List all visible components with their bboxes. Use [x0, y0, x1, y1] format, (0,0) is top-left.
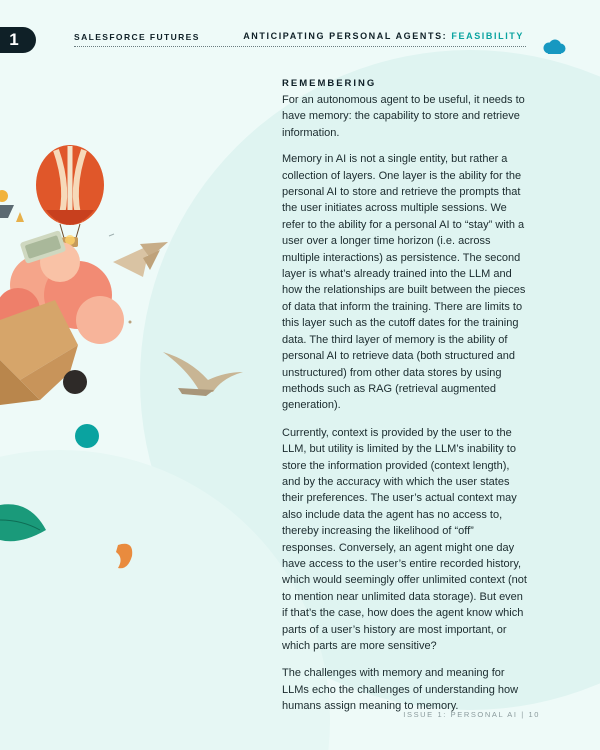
page-number: 1: [9, 30, 19, 49]
page-footer: ISSUE 1: PERSONAL AI | 10: [403, 710, 540, 719]
dark-dot: [63, 370, 87, 394]
section-heading: [243, 31, 524, 41]
publication-name: SALESFORCE FUTURES: [74, 32, 200, 42]
article-paragraph: Memory in AI is not a single entity, but rather a collection of layers. One layer is the ability for the personal AI to store and retrieve the prompts that the user initiates across multiple sessions. We refer to the ability for a personal AI to “stay” with a user over a longer time horizon (i.e. across multiple interactions) as persistence. The second layer is what’s already trained into the LLM and how the relationships are built between the pieces of data that inform the training. There are limits to this layer such as the cutoff dates for the training data. The third layer of memory is the ability of personal AI to retrieve data (both structured and unstructured) from other data stores by using methods such as RAG (retrieval augmented generation).: [282, 153, 526, 412]
section-heading-text: ANTICIPATING PERSONAL AGENTS:: [243, 31, 448, 41]
article-intro: For an autonomous agent to be useful, it needs to have memory: the capability to store and retrieve information.: [282, 94, 525, 139]
article-paragraph: The challenges with memory and meaning for LLMs echo the challenges of understanding how humans assign meaning to memory.: [282, 667, 519, 713]
tiny-dot: [129, 321, 132, 324]
section-heading-accent: FEASIBILITY: [451, 31, 524, 41]
teal-dot: [75, 424, 99, 448]
page-number-tab: [0, 27, 36, 53]
salesforce-cloud-icon: [542, 39, 566, 56]
article-body: [282, 78, 528, 726]
article-paragraph: Currently, context is provided by the user to the LLM, but utility is limited by the LLM’s inability to store the information provided (context length), and by the accuracy with which the user states their preferences. The user’s actual context may also include data the agent has no access to, thereby increasing the likelihood of “off” responses. Conversely, an agent might one day have access to the user’s entire recorded history, which would seemingly offer unlimited context (not to mention near unlimited data storage). But even if that’s the case, how does the agent know which parts of a user’s history are most important, or which parts are more sensitive?: [282, 426, 527, 652]
article-title: REMEMBERING: [282, 78, 377, 89]
header-divider: [74, 46, 526, 47]
